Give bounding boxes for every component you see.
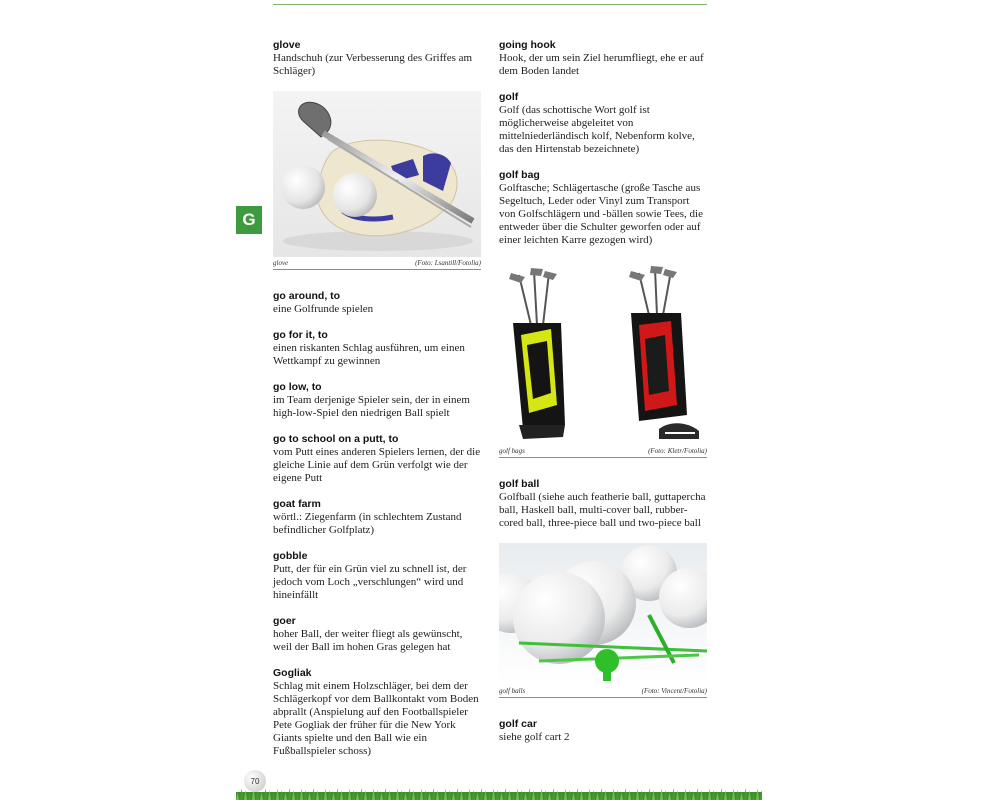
entry-definition: siehe golf cart 2 [499, 731, 570, 743]
caption-credit: (Foto: Kletr/Fotolia) [648, 447, 707, 455]
golf-balls-caption [499, 685, 707, 698]
entry-definition: einen riskanten Schlag ausführen, um einen Wettkampf zu gewinnen [273, 342, 465, 367]
golf-balls-figure [499, 543, 707, 698]
golf-bags-figure [499, 265, 707, 458]
caption-label: golf balls [499, 687, 526, 695]
entry [273, 381, 481, 420]
right-column [499, 39, 707, 757]
golf-balls-photo [499, 543, 707, 685]
entry-definition: Putt, der für ein Grün viel zu schnell ist, der jedoch vom Loch „verschlungen“ wird und hineinfällt [273, 563, 467, 601]
entry [499, 478, 707, 530]
entry-term: golf ball [499, 478, 540, 490]
glove-figure [273, 91, 481, 270]
entry [273, 550, 481, 602]
entry [273, 290, 481, 316]
entry [273, 615, 481, 654]
page-number-ball: 70 [244, 770, 266, 792]
entry-term: go to school on a putt, to [273, 433, 399, 445]
entry-definition: Schlag mit einem Holzschläger, bei dem der Schlägerkopf vor dem Ballkontakt vom Boden abprallt (Anspielung auf den Footballspieler Pete Gogliak der früher für die New York Giants spielte und den Ball wie ein Fußballspieler schoss) [273, 680, 479, 757]
entry-term: goer [273, 615, 296, 627]
golf-bags-photo [499, 265, 707, 445]
entry-term: go around, to [273, 290, 341, 302]
caption-label: glove [273, 259, 289, 267]
entry-term: go for it, to [273, 329, 328, 341]
entry-definition: wörtl.: Ziegenfarm (in schlechtem Zustand befindlicher Golfplatz) [273, 511, 462, 536]
entry [273, 433, 481, 485]
left-column [273, 39, 481, 771]
entry-term: golf car [499, 718, 537, 730]
entry [273, 329, 481, 368]
entry [499, 39, 707, 78]
entry-definition: Hook, der um sein Ziel herumfliegt, ehe er auf dem Boden landet [499, 52, 704, 77]
entry-definition: Golfball (siehe auch featherie ball, guttapercha ball, Haskell ball, multi-cover ball, rubber-cored ball, three-piece ball und two-piece ball [499, 491, 706, 529]
caption-credit: (Foto: Lsantill/Fotolia) [415, 259, 481, 267]
entry-definition: Golftasche; Schlägertasche (große Tasche aus Segeltuch, Leder oder Vinyl zum Transport von Golfschlägern und -bällen sowie Tees, die entweder über die Schulter geworfen oder auf einer leichten Karre gezogen wird) [499, 182, 703, 246]
entry-definition: eine Golfrunde spielen [273, 303, 374, 315]
entry-term: goat farm [273, 498, 321, 510]
entry [499, 718, 707, 744]
caption-label: golf bags [499, 447, 525, 455]
entry-definition: hoher Ball, der weiter fliegt als gewünscht, weil der Ball im hohen Gras gelegen hat [273, 628, 463, 653]
grass-footer [236, 786, 762, 800]
entry [499, 91, 707, 156]
entry-term: Gogliak [273, 667, 312, 679]
entry-definition: vom Putt eines anderen Spielers lernen, der die gleiche Linie auf dem Grün verfolgt wie der eigene Putt [273, 446, 481, 484]
entry-term: golf [499, 91, 519, 103]
entry-term: going hook [499, 39, 556, 51]
entry [273, 667, 481, 758]
entry-term: go low, to [273, 381, 322, 393]
entry-definition: Handschuh (zur Verbesserung des Griffes am Schläger) [273, 52, 473, 77]
entry-term: golf bag [499, 169, 540, 181]
caption-credit: (Foto: Vincent/Fotolia) [641, 687, 707, 695]
golf-bags-caption [499, 445, 707, 458]
entry [273, 498, 481, 537]
section-letter-tab: G [236, 206, 262, 234]
glove-photo [273, 91, 481, 257]
entry [499, 169, 707, 247]
top-rule [273, 4, 707, 5]
entry-term: gobble [273, 550, 308, 562]
entry [273, 39, 481, 78]
entry-term: glove [273, 39, 301, 51]
entry-definition: Golf (das schottische Wort golf ist möglicherweise abgeleitet von mittelniederländisch kolf, Nebenform kolve, das den Hirtenstab bezeichnete) [499, 104, 695, 155]
glove-caption [273, 257, 481, 270]
entry-definition: im Team derjenige Spieler sein, der in einem high-low-Spiel den niedrigen Ball spielt [273, 394, 470, 419]
